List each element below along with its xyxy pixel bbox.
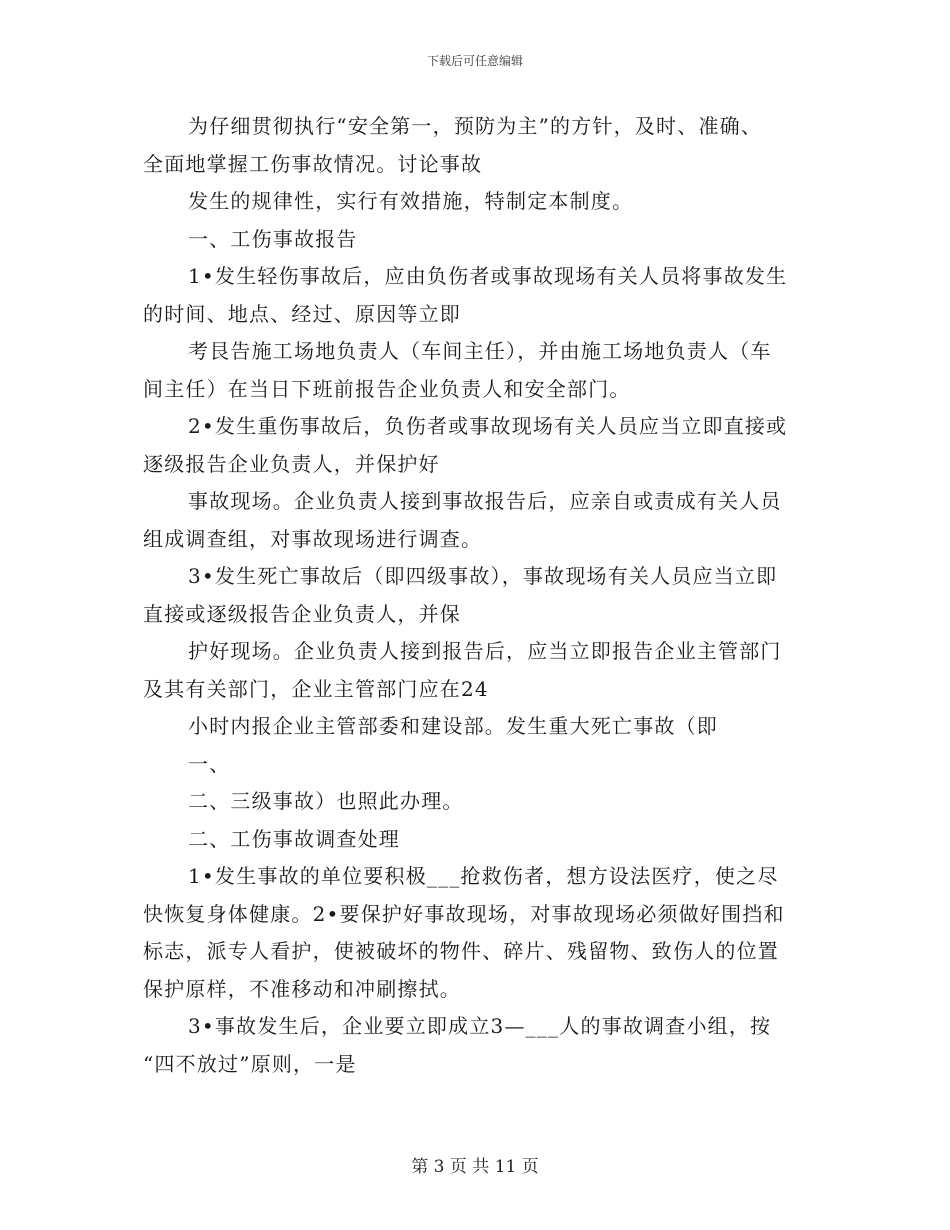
paragraph-line: 保护原样，不准移动和冲刷擦拭。 bbox=[143, 976, 461, 1001]
paragraph-line: 快恢复身体健康。2•要保护好事故现场，对事故现场必须做好围挡和 bbox=[143, 901, 785, 926]
paragraph-line: 二、三级事故）也照此办理。 bbox=[188, 789, 464, 813]
paragraph-line: 1•发生事故的单位要积极___抢救伤者，想方设法医疗，使之尽 bbox=[188, 864, 779, 888]
section-heading: 二、工伤事故调查处理 bbox=[188, 826, 400, 851]
paragraph-line: 标志，派专人看护，使被破坏的物件、碎片、残留物、致伤人的位置 bbox=[143, 939, 779, 963]
paragraph-line: 逐级报告企业负责人，并保护好 bbox=[143, 451, 440, 476]
paragraph-line: 事故现场。企业负责人接到事故报告后，应亲自或责成有关人员 bbox=[188, 489, 782, 513]
paragraph-line: 组成调查组，对事故现场进行调查。 bbox=[143, 526, 483, 551]
paragraph-line: 护好现场。企业负责人接到报告后，应当立即报告企业主管部门 bbox=[188, 639, 782, 663]
paragraph-line: 1•发生轻伤事故后，应由负伤者或事故现场有关人员将事故发生 bbox=[188, 264, 788, 288]
paragraph-line: “四不放过”原则，一是 bbox=[143, 1051, 357, 1076]
paragraph-line: 为仔细贯彻执行“安全第一，预防为主”的方针，及时、准确、 bbox=[188, 114, 763, 138]
paragraph-line: 间主任）在当日下班前报告企业负责人和安全部门。 bbox=[143, 376, 631, 401]
paragraph-line: 2•发生重伤事故后，负伤者或事故现场有关人员应当立即直接或 bbox=[188, 414, 788, 438]
paragraph-line: 发生的规律性，实行有效措施，特制定本制度。 bbox=[188, 189, 634, 213]
section-heading: 一、工伤事故报告 bbox=[188, 226, 358, 251]
paragraph-line: 全面地掌握工伤事故情况。讨论事故 bbox=[143, 151, 483, 176]
paragraph-line: 3•发生死亡事故后（即四级事故），事故现场有关人员应当立即 bbox=[188, 564, 778, 588]
page-header: 下载后可任意编辑 bbox=[426, 54, 523, 68]
paragraph-line: 一、 bbox=[188, 751, 231, 776]
paragraph-line: 3•事故发生后，企业要立即成立3—___人的事故调查小组，按 bbox=[188, 1014, 772, 1038]
page-number: 第 3 页 共 11 页 bbox=[411, 1157, 539, 1177]
paragraph-line: 小时内报企业主管部委和建设部。发生重大死亡事故（即 bbox=[188, 714, 718, 738]
paragraph-line: 直接或逐级报告企业负责人，并保 bbox=[143, 601, 461, 626]
paragraph-line: 的时间、地点、经过、原因等立即 bbox=[143, 301, 461, 326]
paragraph-line: 考艮告施工场地负责人（车间主任），并由施工场地负责人（车 bbox=[188, 339, 772, 363]
document-body bbox=[143, 108, 813, 1083]
paragraph-line: 及其有关部门，企业主管部门应在24 bbox=[143, 676, 489, 701]
